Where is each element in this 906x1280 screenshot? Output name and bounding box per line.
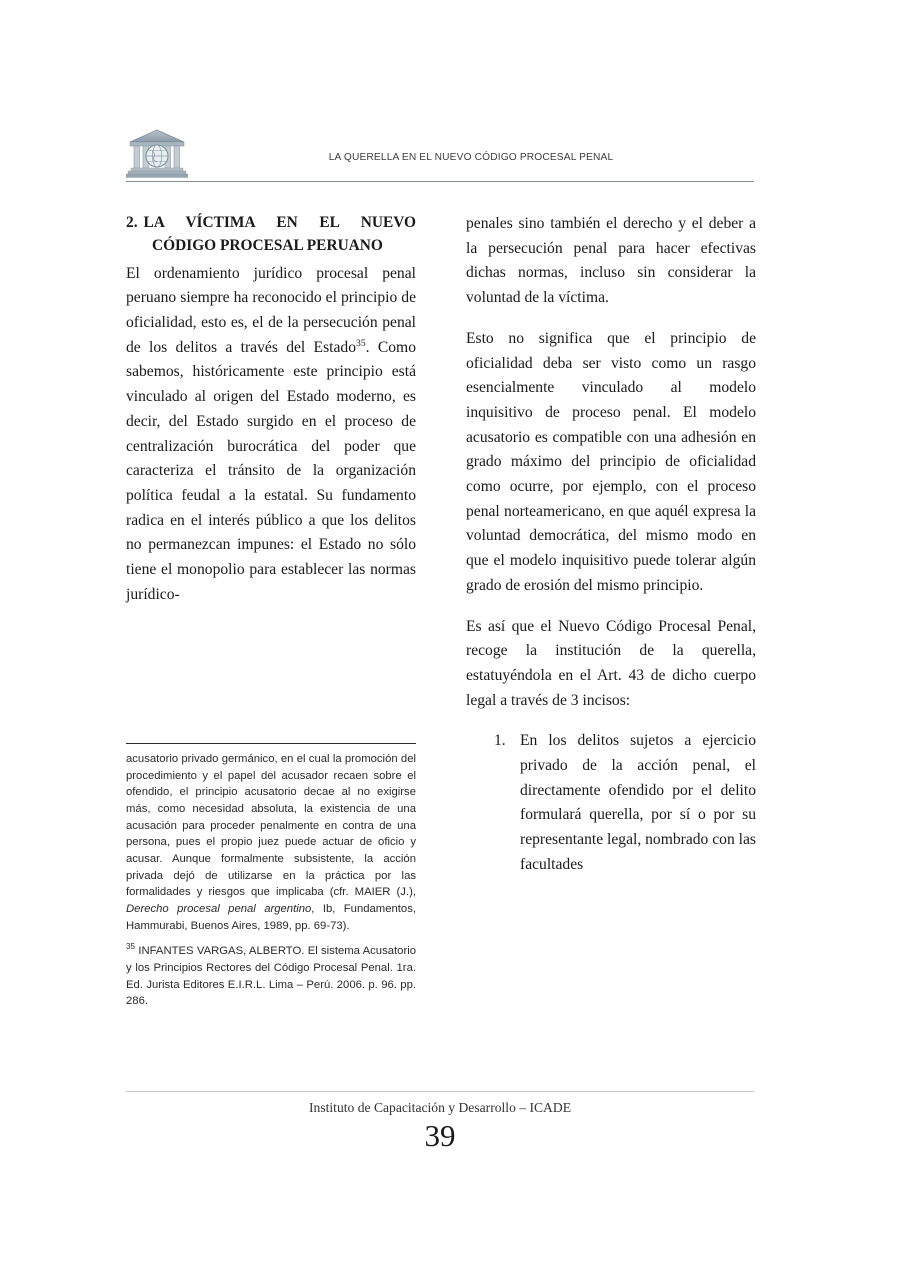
footnote-35-marker: 35 xyxy=(126,942,136,952)
footnote-continued-text-a: acusatorio privado germánico, en el cual la promoción del procedimiento y el papel del acusador recaen sobre el ofendido, el principio acusatorio decae al no exigirse más, como necesidad absoluta, la existencia de una acusación para proceder penalmente en contra de una persona, pues el propio juez puede actuar de oficio y acusar. Aunque formalmente subsistente, la acción privada dejó de utilizarse en la práctica por las formalidades y riesgos que implicaba (cfr. MAIER (J.), xyxy=(126,753,416,899)
section-title-line2: CÓDIGO PROCESAL PERUANO xyxy=(152,236,383,254)
footer-divider xyxy=(126,1091,754,1092)
footnote-35 xyxy=(126,943,416,1010)
right-column xyxy=(466,212,756,878)
right-paragraph-2: Esto no significa que el principio de oficialidad deba ser visto como un rasgo esencialmente vinculado al modelo inquisitivo de proceso penal. El modelo acusatorio es compatible con una adhesión en grado máximo del principio de oficialidad como ocurre, por ejemplo, con el proceso penal norteamericano, en que aquél expresa la voluntad democrática, del mismo modo en que el modelo inquisitivo puede tolerar algún grado de erosión del mismo principio. xyxy=(466,329,756,594)
footnote-continued xyxy=(126,751,416,934)
classical-temple-globe-logo-icon xyxy=(126,128,188,180)
incisos-list xyxy=(466,729,756,877)
left-paragraph-1-text-a: El ordenamiento jurídico procesal penal peruano siempre ha reconocido el principio de oficialidad, esto es, el de la persecución penal de los delitos a través del Estado xyxy=(126,264,416,356)
right-paragraph-3: Es así que el Nuevo Código Procesal Penal, recoge la institución de la querella, estatuyéndola en el Art. 43 de dicho cuerpo legal a través de 3 incisos: xyxy=(466,617,756,709)
header-title: LA QUERELLA EN EL NUEVO CÓDIGO PROCESAL PENAL xyxy=(328,152,614,163)
page-header xyxy=(126,128,754,178)
footnote-continued-italic-title: Derecho procesal penal argentino xyxy=(126,902,312,915)
footnote-continued-text-b: , Ib, Fundamentos, Hammurabi, Buenos Aires, 1989, pp. 69-73). xyxy=(126,902,416,932)
section-number: 2. xyxy=(126,214,138,231)
page-number: 39 xyxy=(424,1118,456,1153)
section-title-line1: LA VÍCTIMA EN EL NUEVO xyxy=(143,214,416,231)
right-paragraph-1: penales sino también el derecho y el deber a la persecución penal para hacer efectivas dichas normas, incluso sin considerar la voluntad de la víctima. xyxy=(466,215,756,307)
footnote-block xyxy=(126,737,416,1010)
footer-institution: Instituto de Capacitación y Desarrollo – ICADE xyxy=(309,1100,571,1115)
left-paragraph-1 xyxy=(126,262,416,608)
section-heading xyxy=(126,212,416,258)
footnote-separator xyxy=(126,743,416,744)
left-column xyxy=(126,212,416,607)
list-item: En los delitos sujetos a ejercicio privado de la acción penal, el directamente ofendido por el delito formulará querella, por sí o por su representante legal, nombrado con las facultades xyxy=(520,732,756,873)
left-paragraph-1-text-b: . Como sabemos, históricamente este principio está vinculado al origen del Estado moderno, es decir, del Estado surgido en el proceso de centralización burocrática del poder que caracteriza el tránsito de la organización política feudal a la estatal. Su fundamento radica en el interés público a que los delitos no permanezcan impunes: el Estado no sólo tiene el monopolio para establecer las normas jurídico- xyxy=(126,338,416,603)
header-divider xyxy=(126,181,754,182)
footnote-marker-35: 35 xyxy=(356,337,366,349)
footnote-35-text: INFANTES VARGAS, ALBERTO. El sistema Acusatorio y los Principios Rectores del Código Procesal Penal. 1ra. Ed. Jurista Editores E.I.R.L. Lima – Perú. 2006. p. 96. pp. 286. xyxy=(126,945,416,1008)
footnote-list xyxy=(126,751,416,1010)
